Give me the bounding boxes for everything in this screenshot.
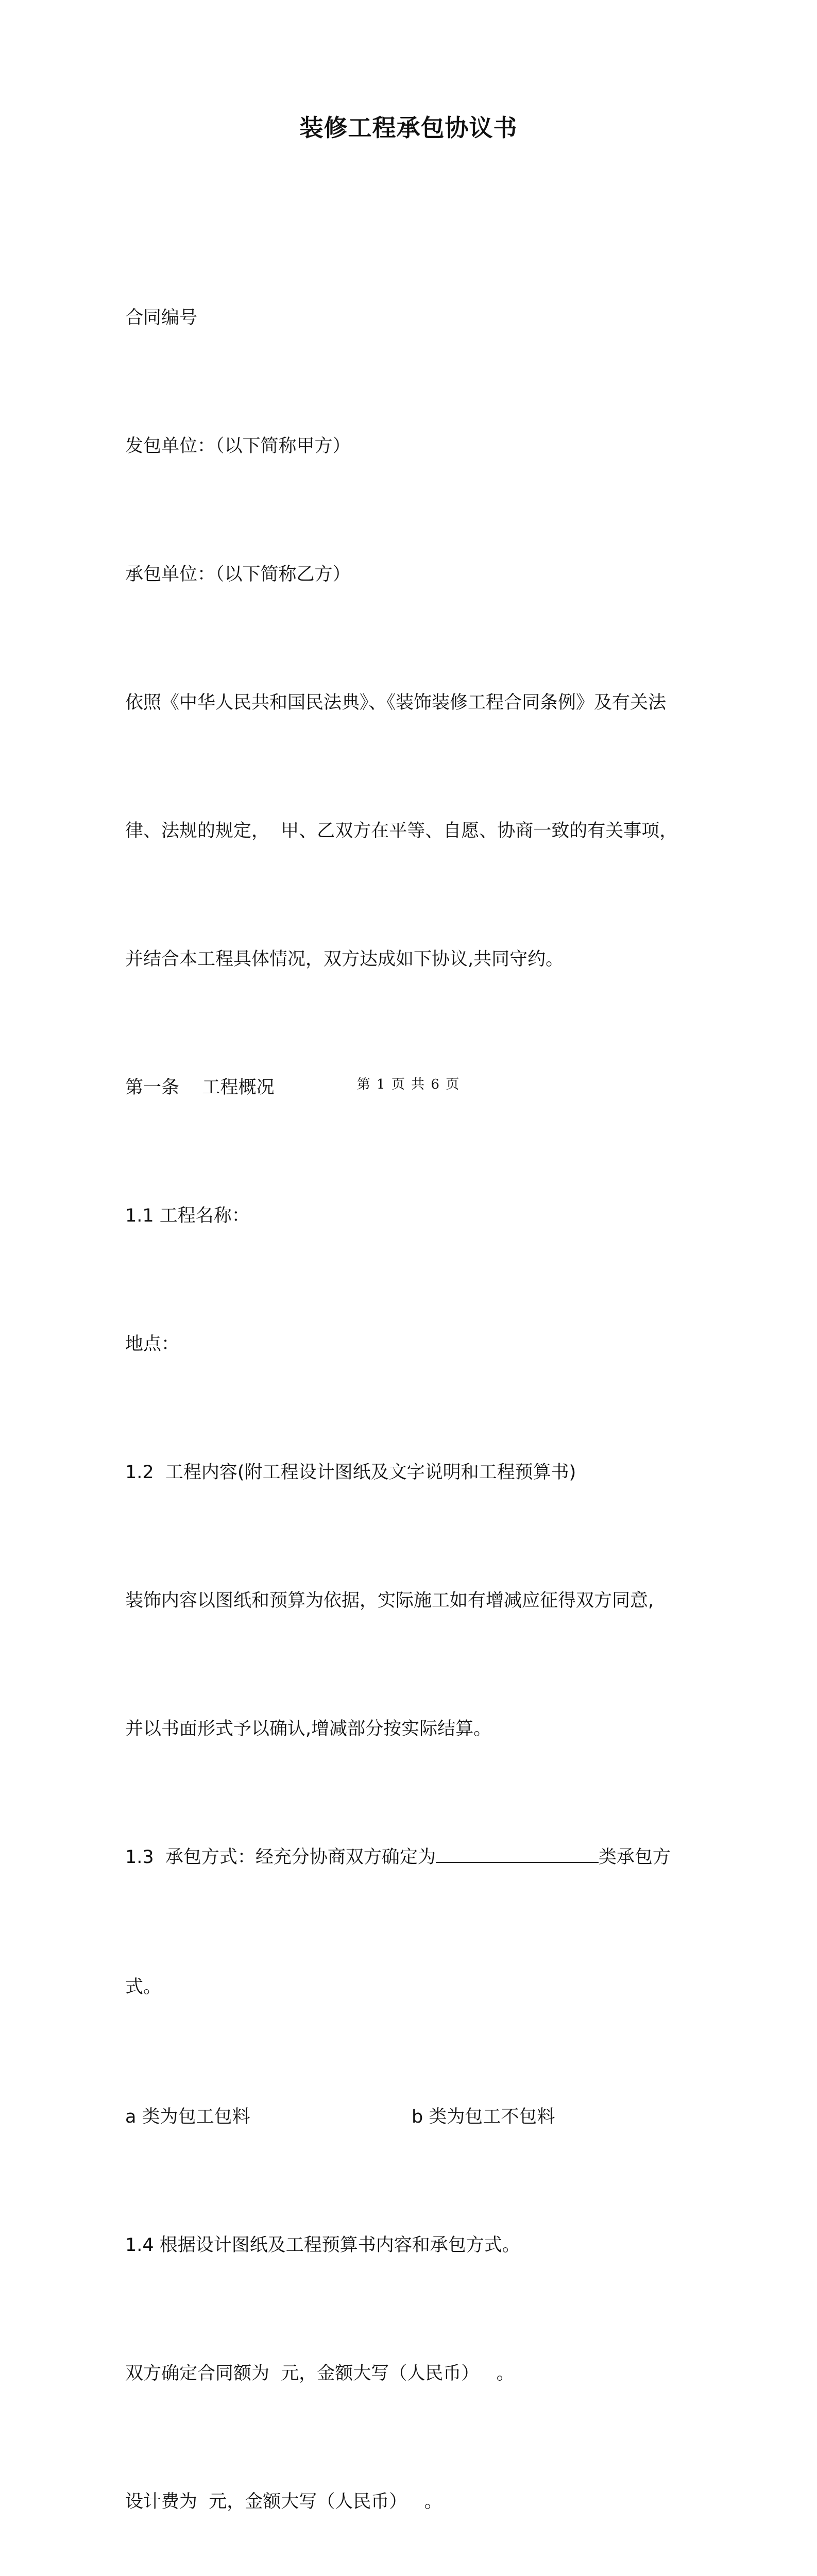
fill-in-blank — [436, 1846, 599, 1863]
article-1-heading: 第一条 工程概况 — [125, 1077, 275, 1098]
item-1-3-suffix: 类承包方 — [598, 1847, 671, 1868]
design-fee-line: 设计费为 元，金额大写（人民币） 。 — [125, 2492, 442, 2512]
item-1-3-continuation: 式。 — [125, 1977, 162, 1997]
party-b-line: 承包单位：（以下简称乙方） — [125, 564, 351, 585]
item-1-3-prefix: 1.3 承包方式：经充分协商双方确定为 — [125, 1847, 436, 1868]
item-1-4-basis: 1.4 根据设计图纸及工程预算书内容和承包方式。 — [125, 2235, 520, 2256]
document-title: 装修工程承包协议书 — [299, 114, 518, 142]
preamble-line-1: 依照《中华人民共和国民法典》、《装饰装修工程合同条例》及有关法 — [125, 692, 667, 713]
document-body — [125, 211, 702, 2576]
item-1-3-contract-method — [125, 1836, 702, 1880]
contract-amount-line: 双方确定合同额为 元，金额大写（人民币） 。 — [125, 2363, 515, 2384]
option-b-label: b 类为包工不包料 — [412, 2107, 555, 2127]
item-1-1-project-name: 1.1 工程名称： — [125, 1206, 250, 1226]
content-description-line-1: 装饰内容以图纸和预算为依据，实际施工如有增减应征得双方同意, — [125, 1590, 654, 1611]
page-footer: 第 1 页 共 6 页 — [356, 1077, 461, 1092]
preamble-line-3: 并结合本工程具体情况，双方达成如下协议,共同守约。 — [125, 949, 564, 970]
location-line: 地点： — [125, 1334, 180, 1354]
contract-options-row — [125, 2096, 702, 2139]
party-a-line: 发包单位：（以下简称甲方） — [125, 436, 351, 456]
preamble-line-2: 律、法规的规定， 甲、乙双方在平等、自愿、协商一致的有关事项， — [125, 821, 678, 841]
option-a-label: a 类为包工包料 — [125, 2107, 250, 2127]
contract-number-line: 合同编号 — [125, 308, 198, 328]
item-1-2-project-content: 1.2 工程内容(附工程设计图纸及文字说明和工程预算书) — [125, 1462, 576, 1483]
content-description-line-2: 并以书面形式予以确认,增减部分按实际结算。 — [125, 1719, 492, 1739]
